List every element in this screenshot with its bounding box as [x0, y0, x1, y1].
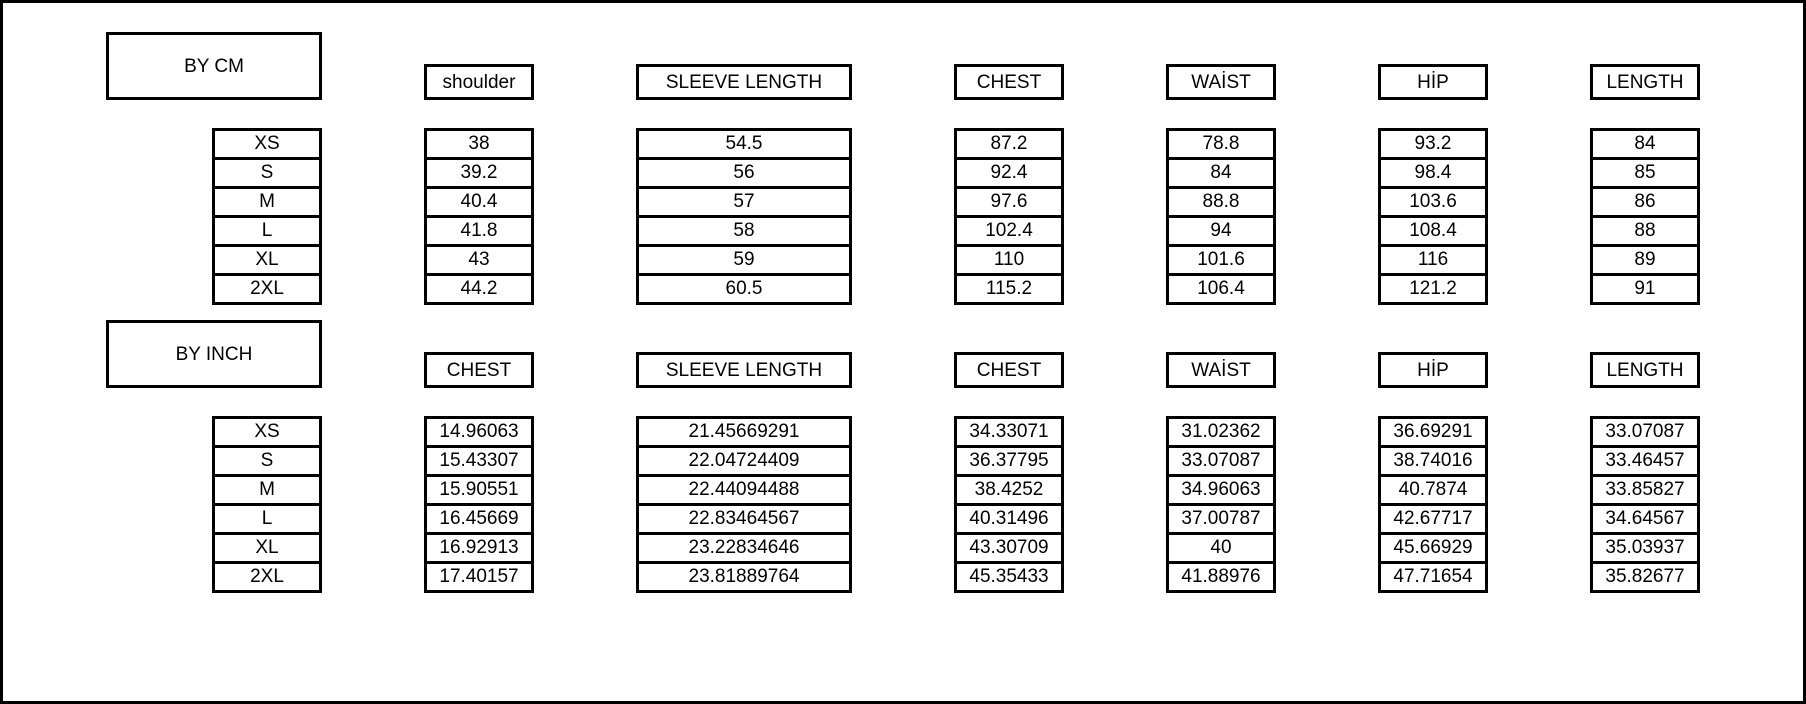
value-cell: 54.5: [636, 128, 852, 160]
value-cell: 59: [636, 244, 852, 276]
value-cell: 34.96063: [1166, 474, 1276, 506]
size-column-cm: [212, 128, 322, 305]
value-cell: 35.82677: [1590, 561, 1700, 593]
value-cell: 88.8: [1166, 186, 1276, 218]
value-cell: 93.2: [1378, 128, 1488, 160]
value-cell: 23.81889764: [636, 561, 852, 593]
value-cell: 40.4: [424, 186, 534, 218]
value-cell: 14.96063: [424, 416, 534, 448]
value-cell: 84: [1166, 157, 1276, 189]
value-cell: 16.45669: [424, 503, 534, 535]
unit-label-inch: BY INCH: [106, 320, 322, 388]
values-column-inch-waist: [1166, 416, 1276, 593]
size-column-inch: [212, 416, 322, 593]
size-cell: 2XL: [212, 273, 322, 305]
value-cell: 106.4: [1166, 273, 1276, 305]
size-cell: 2XL: [212, 561, 322, 593]
value-cell: 86: [1590, 186, 1700, 218]
size-cell: L: [212, 503, 322, 535]
value-cell: 45.35433: [954, 561, 1064, 593]
value-cell: 102.4: [954, 215, 1064, 247]
value-cell: 31.02362: [1166, 416, 1276, 448]
value-cell: 43: [424, 244, 534, 276]
value-cell: 60.5: [636, 273, 852, 305]
value-cell: 78.8: [1166, 128, 1276, 160]
value-cell: 108.4: [1378, 215, 1488, 247]
value-cell: 37.00787: [1166, 503, 1276, 535]
header-inch-waist: WAİST: [1166, 352, 1276, 388]
value-cell: 35.03937: [1590, 532, 1700, 564]
header-inch-chest: CHEST: [954, 352, 1064, 388]
values-column-inch-sleeve-length: [636, 416, 852, 593]
value-cell: 47.71654: [1378, 561, 1488, 593]
value-cell: 38: [424, 128, 534, 160]
value-cell: 42.67717: [1378, 503, 1488, 535]
values-column-inch-chest-1: [424, 416, 534, 593]
value-cell: 23.22834646: [636, 532, 852, 564]
size-cell: M: [212, 474, 322, 506]
size-cell: S: [212, 157, 322, 189]
value-cell: 40.7874: [1378, 474, 1488, 506]
value-cell: 88: [1590, 215, 1700, 247]
value-cell: 33.07087: [1166, 445, 1276, 477]
value-cell: 57: [636, 186, 852, 218]
value-cell: 33.85827: [1590, 474, 1700, 506]
value-cell: 33.07087: [1590, 416, 1700, 448]
header-cm-shoulder: shoulder: [424, 64, 534, 100]
values-column-cm-sleeve-length: [636, 128, 852, 305]
value-cell: 38.4252: [954, 474, 1064, 506]
value-cell: 45.66929: [1378, 532, 1488, 564]
value-cell: 36.69291: [1378, 416, 1488, 448]
values-column-cm-chest: [954, 128, 1064, 305]
values-column-cm-length: [1590, 128, 1700, 305]
header-inch-sleeve-length: SLEEVE LENGTH: [636, 352, 852, 388]
size-cell: M: [212, 186, 322, 218]
size-cell: XS: [212, 416, 322, 448]
values-column-inch-chest: [954, 416, 1064, 593]
value-cell: 21.45669291: [636, 416, 852, 448]
header-inch-length: LENGTH: [1590, 352, 1700, 388]
value-cell: 103.6: [1378, 186, 1488, 218]
header-cm-waist: WAİST: [1166, 64, 1276, 100]
size-cell: XL: [212, 532, 322, 564]
value-cell: 116: [1378, 244, 1488, 276]
value-cell: 36.37795: [954, 445, 1064, 477]
value-cell: 115.2: [954, 273, 1064, 305]
value-cell: 94: [1166, 215, 1276, 247]
value-cell: 15.90551: [424, 474, 534, 506]
size-cell: L: [212, 215, 322, 247]
value-cell: 85: [1590, 157, 1700, 189]
value-cell: 43.30709: [954, 532, 1064, 564]
value-cell: 39.2: [424, 157, 534, 189]
values-column-inch-hip: [1378, 416, 1488, 593]
value-cell: 98.4: [1378, 157, 1488, 189]
header-cm-length: LENGTH: [1590, 64, 1700, 100]
size-cell: XL: [212, 244, 322, 276]
unit-label-cm: BY CM: [106, 32, 322, 100]
values-column-cm-hip: [1378, 128, 1488, 305]
value-cell: 91: [1590, 273, 1700, 305]
value-cell: 84: [1590, 128, 1700, 160]
header-cm-hip: HİP: [1378, 64, 1488, 100]
value-cell: 87.2: [954, 128, 1064, 160]
value-cell: 92.4: [954, 157, 1064, 189]
value-cell: 40.31496: [954, 503, 1064, 535]
header-cm-sleeve-length: SLEEVE LENGTH: [636, 64, 852, 100]
value-cell: 17.40157: [424, 561, 534, 593]
value-cell: 38.74016: [1378, 445, 1488, 477]
value-cell: 41.8: [424, 215, 534, 247]
value-cell: 40: [1166, 532, 1276, 564]
value-cell: 41.88976: [1166, 561, 1276, 593]
value-cell: 121.2: [1378, 273, 1488, 305]
size-cell: XS: [212, 128, 322, 160]
header-inch-chest-1: CHEST: [424, 352, 534, 388]
value-cell: 58: [636, 215, 852, 247]
size-cell: S: [212, 445, 322, 477]
values-column-cm-shoulder: [424, 128, 534, 305]
value-cell: 89: [1590, 244, 1700, 276]
value-cell: 22.44094488: [636, 474, 852, 506]
value-cell: 56: [636, 157, 852, 189]
value-cell: 33.46457: [1590, 445, 1700, 477]
values-column-inch-length: [1590, 416, 1700, 593]
value-cell: 15.43307: [424, 445, 534, 477]
value-cell: 16.92913: [424, 532, 534, 564]
value-cell: 97.6: [954, 186, 1064, 218]
values-column-cm-waist: [1166, 128, 1276, 305]
header-cm-chest: CHEST: [954, 64, 1064, 100]
value-cell: 22.83464567: [636, 503, 852, 535]
value-cell: 44.2: [424, 273, 534, 305]
value-cell: 34.33071: [954, 416, 1064, 448]
value-cell: 22.04724409: [636, 445, 852, 477]
value-cell: 34.64567: [1590, 503, 1700, 535]
value-cell: 101.6: [1166, 244, 1276, 276]
value-cell: 110: [954, 244, 1064, 276]
header-inch-hip: HİP: [1378, 352, 1488, 388]
